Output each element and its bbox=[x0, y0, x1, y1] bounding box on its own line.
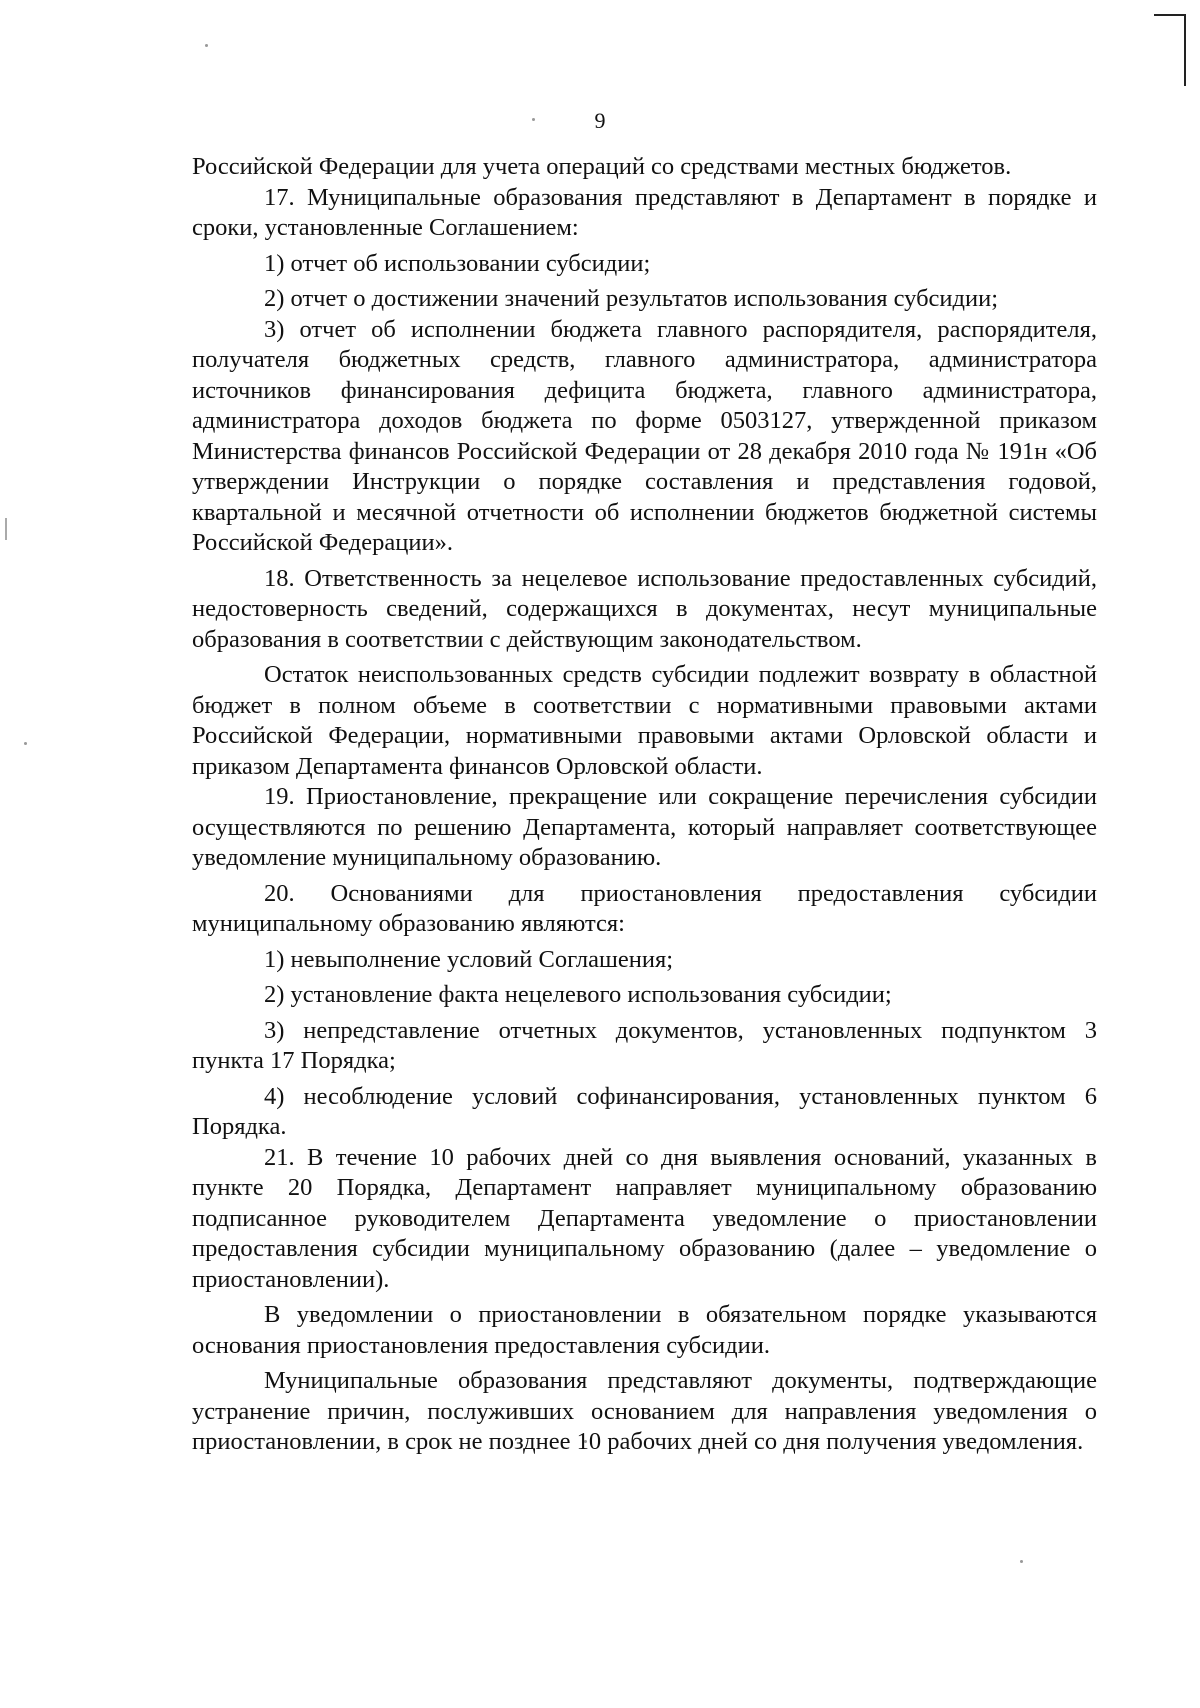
list-item-20-1: 1) невыполнение условий Соглашения; bbox=[264, 945, 674, 973]
list-item-20-4: 4) несоблюдение условий софинансирования, установленных пунктом 6 Порядка. bbox=[192, 1082, 1097, 1140]
scan-speck bbox=[205, 44, 208, 47]
paragraph-item-19: 19. Приостановление, прекращение или сокращение перечисления субсидии осуществляются по решению Департамента, который направляет соответствующее уведомление муниципальному образованию. bbox=[192, 783, 1097, 871]
document-body bbox=[192, 152, 1097, 1458]
paragraph-item-17: 17. Муниципальные образования представляют в Департамент в порядке и сроки, установленные Соглашением: bbox=[192, 183, 1097, 241]
page-number: 9 bbox=[594, 108, 606, 133]
list-item-17-2: 2) отчет о достижении значений результатов использования субсидии; bbox=[264, 285, 999, 312]
paragraph-item-21: 21. В течение 10 рабочих дней со дня выявления оснований, указанных в пункте 20 Порядка, Департамент направляет муниципальному образованию подписанное руководителем Департамента уведомление о приостановлении предоставления субсидии муниципальному образованию (далее – уведомление о приостановлении). bbox=[192, 1143, 1097, 1293]
list-item-17-1: 1) отчет об использовании субсидии; bbox=[264, 249, 651, 277]
paragraph-remainder: Остаток неиспользованных средств субсидии подлежит возврату в областной бюджет в полном объеме в соответствии с нормативными правовыми актами Российской Федерации, нормативными правовыми актами Орловской области и приказом Департамента финансов Орловской области. bbox=[192, 661, 1097, 780]
paragraph-item-20: 20. Основаниями для приостановления предоставления субсидии муниципальному образованию являются: bbox=[192, 879, 1097, 937]
list-item-20-3: 3) непредставление отчетных документов, установленных подпунктом 3 пункта 17 Порядка; bbox=[192, 1016, 1097, 1074]
paragraph-continuation: Российской Федерации для учета операций со средствами местных бюджетов. bbox=[192, 153, 1012, 180]
paragraph-notice-content: В уведомлении о приостановлении в обязательном порядке указываются основания приостановления предоставления субсидии. bbox=[192, 1301, 1097, 1359]
scan-speck bbox=[1020, 1560, 1023, 1563]
paragraph-item-18: 18. Ответственность за нецелевое использование предоставленных субсидий, недостоверность сведений, содержащихся в документах, несут муниципальные образования в соответствии с действующим законодательством. bbox=[192, 564, 1097, 653]
scan-speck bbox=[24, 742, 27, 745]
paragraph-documents: Муниципальные образования представляют документы, подтверждающие устранение причин, послуживших основанием для направления уведомления о приостановлении, в срок не позднее 10 рабочих дней со дня получения уведомления. bbox=[192, 1367, 1097, 1455]
scan-corner-mark bbox=[1154, 14, 1186, 86]
list-item-17-3: 3) отчет об исполнении бюджета главного распорядителя, распорядителя, получателя бюджетных средств, главного администратора, администратора источников финансирования дефицита бюджета, главного администратора, администратора доходов бюджета по форме 0503127, утвержденной приказом Министерства финансов Российской Федерации от 28 декабря 2010 года № 191н «Об утверждении Инструкции о порядке составления и представления годовой, квартальной и месячной отчетности об исполнении бюджетов бюджетной системы Российской Федерации». bbox=[192, 315, 1097, 556]
scan-edge-mark bbox=[5, 518, 7, 540]
list-item-20-2: 2) установление факта нецелевого использования субсидии; bbox=[264, 981, 892, 1008]
